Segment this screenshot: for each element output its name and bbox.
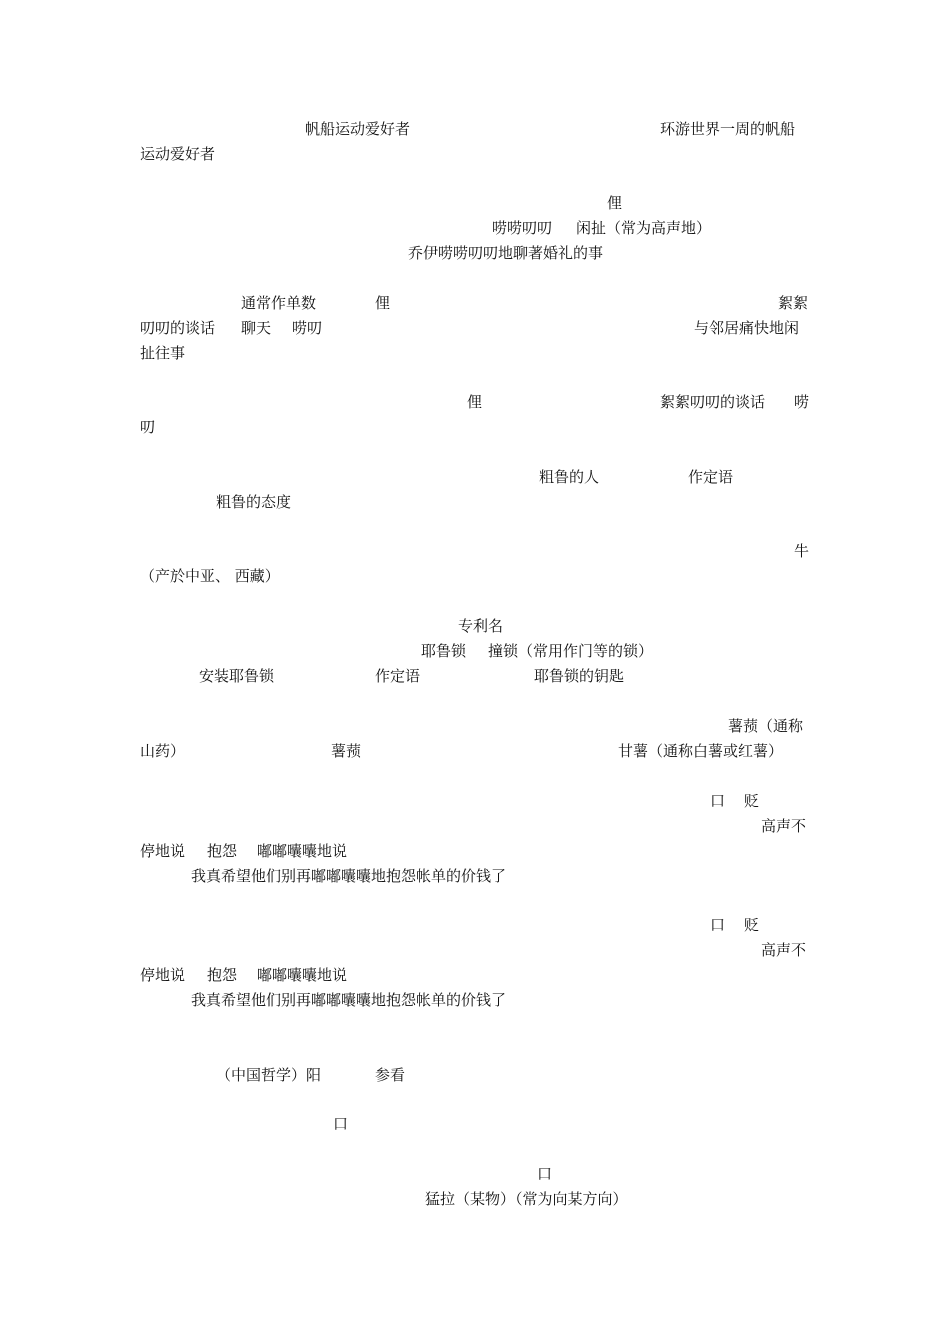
entry-text: 安装耶鲁锁 xyxy=(199,667,275,685)
entry-text: 唠叨 xyxy=(292,319,323,337)
entry-text: 粗鲁的人 xyxy=(539,468,600,486)
entry-text: （产於中亚、 西藏） xyxy=(140,567,280,585)
entry-text: 俚 xyxy=(467,393,483,411)
entry-text: 参看 xyxy=(375,1066,406,1084)
entry-text: 唠唠叨叨 xyxy=(492,219,553,237)
entry-text: 絮絮 xyxy=(778,294,809,312)
entry-text: 絮絮叨叨的谈话 xyxy=(660,393,766,411)
entry-text: 撞锁（常用作门等的锁） xyxy=(488,642,654,660)
entry-text: 叨叨的谈话 xyxy=(140,319,216,337)
entry-text: 高声不 xyxy=(761,817,807,835)
entry-text: 嘟嘟囔囔地说 xyxy=(257,842,348,860)
entry-text: 扯往事 xyxy=(140,344,186,362)
entry-text: 聊天 xyxy=(241,319,272,337)
entry-text: 嘟嘟囔囔地说 xyxy=(257,966,348,984)
entry-text: 唠 xyxy=(794,393,810,411)
entry-text: 口 xyxy=(710,916,726,934)
entry-text: （中国哲学）阳 xyxy=(216,1066,322,1084)
entry-text: 叨 xyxy=(140,418,156,436)
entry-text: 贬 xyxy=(744,792,760,810)
entry-text: 抱怨 xyxy=(207,842,238,860)
entry-text: 甘薯（通称白薯或红薯） xyxy=(618,742,784,760)
entry-text: 专利名 xyxy=(458,617,504,635)
entry-text: 停地说 xyxy=(140,966,186,984)
entry-text: 口 xyxy=(333,1115,349,1133)
entry-text: 帆船运动爱好者 xyxy=(305,120,411,138)
entry-text: 乔伊唠唠叨叨地聊著婚礼的事 xyxy=(408,244,604,262)
entry-text: 环游世界一周的帆船 xyxy=(660,120,796,138)
entry-text: 通常作单数 xyxy=(241,294,317,312)
entry-text: 猛拉（某物）（常为向某方向） xyxy=(425,1190,628,1208)
entry-text: 我真希望他们别再嘟嘟囔囔地抱怨帐单的价钱了 xyxy=(191,867,507,885)
entry-text: 作定语 xyxy=(688,468,734,486)
entry-text: 牛 xyxy=(794,542,810,560)
entry-text: 口 xyxy=(710,792,726,810)
entry-text: 俚 xyxy=(607,194,623,212)
entry-text: 耶鲁锁 xyxy=(421,642,467,660)
entry-text: 闲扯（常为高声地） xyxy=(576,219,712,237)
entry-text: 山药） xyxy=(140,742,186,760)
entry-text: 薯蓣（通称 xyxy=(728,717,804,735)
entry-text: 耶鲁锁的钥匙 xyxy=(534,667,625,685)
entry-text: 我真希望他们别再嘟嘟囔囔地抱怨帐单的价钱了 xyxy=(191,991,507,1009)
entry-text: 口 xyxy=(537,1165,553,1183)
entry-text: 运动爱好者 xyxy=(140,145,216,163)
entry-text: 与邻居痛快地闲 xyxy=(694,319,800,337)
entry-text: 薯蓣 xyxy=(331,742,362,760)
entry-text: 贬 xyxy=(744,916,760,934)
entry-text: 粗鲁的态度 xyxy=(216,493,292,511)
entry-text: 作定语 xyxy=(375,667,421,685)
entry-text: 抱怨 xyxy=(207,966,238,984)
entry-text: 停地说 xyxy=(140,842,186,860)
entry-text: 高声不 xyxy=(761,941,807,959)
entry-text: 俚 xyxy=(375,294,391,312)
